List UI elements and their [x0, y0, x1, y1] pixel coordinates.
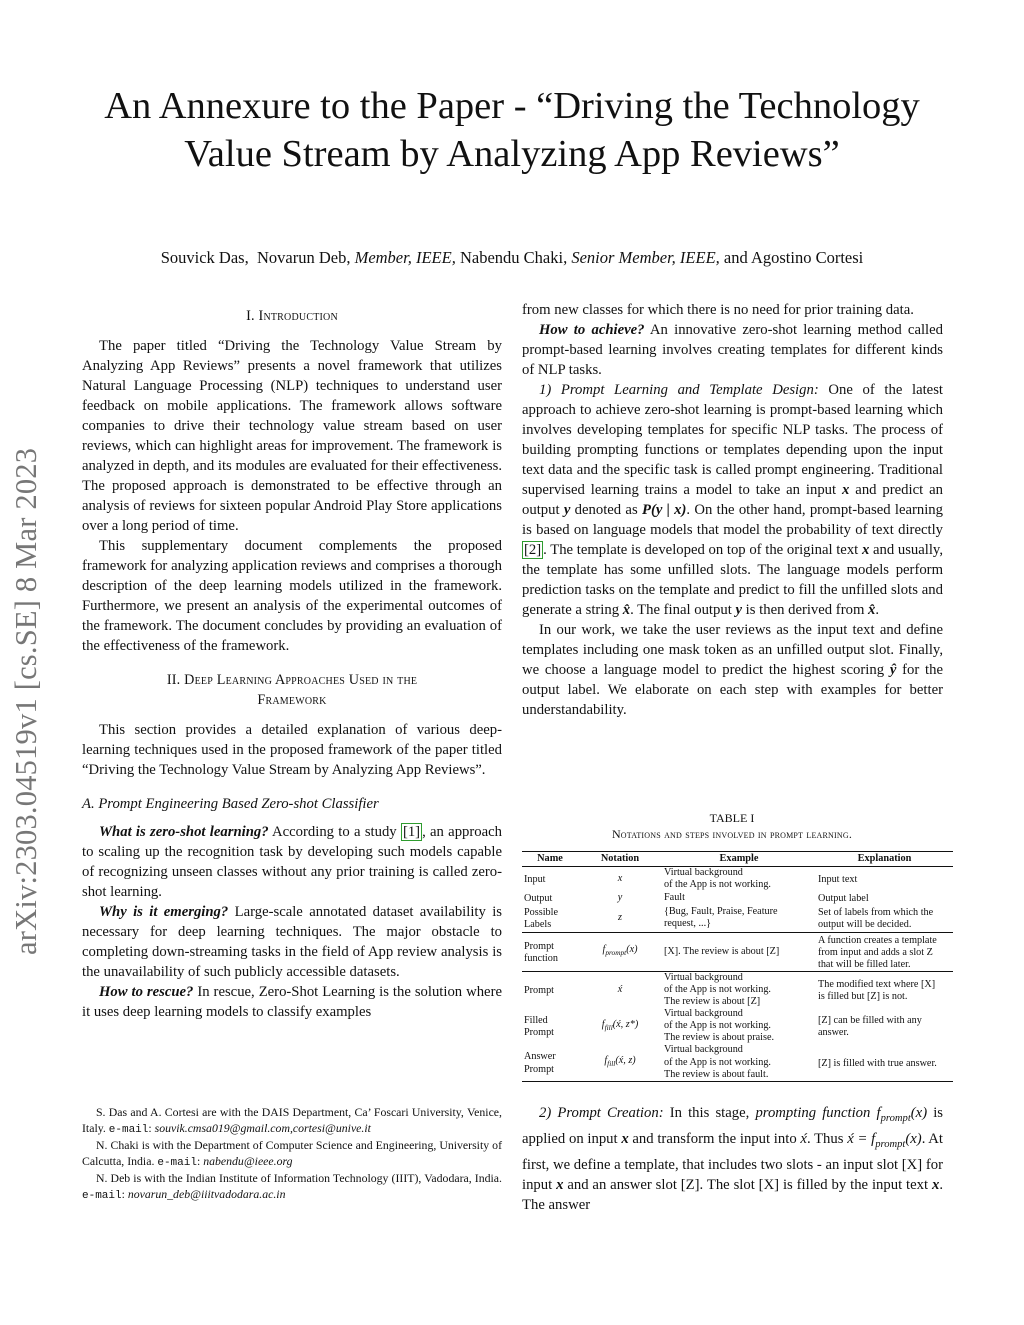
text: , an approach to scaling up the recognition task by developing such models capable of recognizing unseen classes without any prior training is called zero-shot learning. — [82, 824, 503, 900]
cell-notation: $f_{fill}(x́$, z) — [578, 1044, 662, 1081]
cell-example: Virtual background of the App is not working. The review is about fault. — [662, 1044, 816, 1081]
paragraph-how-rescue — [82, 982, 502, 1022]
cell-explanation: Set of labels from which the output will be decided. — [818, 907, 934, 931]
table-row — [522, 905, 953, 932]
section-number: II. — [166, 672, 181, 688]
left-column — [82, 300, 502, 1022]
table-row — [522, 971, 953, 1008]
footnotes — [82, 1105, 502, 1204]
section2-paragraph: This section provides a detailed explanation of various deep-learning techniques used in the proposed framework of the paper titled “Driving the Technology Value Stream by Analyzing App Reviews”. — [82, 722, 502, 778]
table-row — [522, 1044, 953, 1081]
cell-explanation: A function creates a template from input and adds a slot Z that will be filled later. — [816, 932, 953, 971]
author-2: Novarun Deb, — [256, 248, 351, 267]
cell-notation: x́ — [578, 971, 662, 1008]
paragraph-why-emerging — [82, 902, 502, 982]
math-x: x — [931, 1176, 940, 1193]
paragraph-prompt-learning — [522, 380, 943, 620]
math-x: x — [556, 1176, 564, 1193]
paragraph-zero-shot — [82, 822, 502, 902]
question-zero-shot: What is zero-shot learning? — [99, 824, 269, 840]
math-yhat: ŷ — [889, 662, 897, 678]
table-body — [522, 867, 953, 1082]
column-header: Example — [662, 852, 816, 867]
email-address[interactable]: novarun_deb@iiitvadodara.ac.in — [127, 1186, 286, 1201]
cell-notation: $f_{prompt}(x)$ — [578, 932, 662, 971]
author-1: Souvick Das, — [160, 248, 249, 267]
math-y: y — [563, 502, 571, 518]
math-xhat: x̂ — [868, 602, 876, 618]
email-address[interactable]: nabendu@ieee.org — [203, 1153, 293, 1168]
section-heading-deep-learning — [82, 670, 502, 710]
author-2-role: Member, IEEE, — [354, 248, 456, 267]
author-3-role: Senior Member, IEEE, — [571, 248, 720, 267]
right-column — [522, 300, 943, 720]
table-row — [522, 1008, 953, 1044]
footnote-text: S. Das and A. Cortesi are with the DAIS Department, Ca’ Foscari University, Venice, Italy. — [82, 1105, 502, 1135]
footnote-text: N. Chaki is with the Department of Computer Science and Engineering, University of Calcutta, India. — [82, 1138, 502, 1168]
question-how-rescue: How to rescue? — [99, 984, 194, 1000]
term-prompting-function: prompting function — [755, 1105, 871, 1121]
math-x: x — [621, 1130, 629, 1147]
cell-name: Input — [524, 874, 546, 886]
intro-paragraph-2: This supplementary document complements the proposed framework for analyzing application reviews and comprises a thorough description of the deep learning models utilized in the framework. Furthermore, we present an analysis of the experimental outcomes of the framework. The document concludes by providing an evaluation of the effectiveness of the framework. — [82, 538, 502, 654]
email-address[interactable]: souvik.cmsa019@gmail.com,cortesi@unive.it — [154, 1120, 371, 1135]
cell-explanation: Input text — [818, 874, 858, 886]
table-row — [522, 867, 953, 892]
column-header: Name — [522, 852, 578, 867]
arxiv-identifier: arXiv:2303.04519v1 [cs.SE] 8 Mar 2023 — [9, 447, 43, 955]
paragraph-prompt-creation — [522, 1103, 943, 1215]
text: is applied on input — [522, 1105, 944, 1147]
citation-link-2[interactable]: [2] — [524, 542, 542, 558]
footnote-3: N. Deb is with the Indian Institute of Information Technology (IIIT), Vadodara, India. e-mail: novarun_deb@iiitvadodara.ac.in — [82, 1171, 502, 1202]
text: . The answer — [522, 1176, 943, 1213]
math-x: x — [861, 542, 870, 558]
cell-example: Virtual background of the App is not working. The review is about [Z] — [662, 971, 816, 1008]
cell-name: Possible Labels — [524, 907, 558, 931]
table-row — [522, 932, 953, 971]
cell-example: Virtual background of the App is not working. — [664, 867, 771, 891]
column-header: Notation — [578, 852, 662, 867]
cell-example: [X]. The review is about [Z] — [662, 932, 816, 971]
math-x: x — [842, 482, 850, 498]
cell-notation: x — [617, 873, 623, 885]
table-caption — [522, 810, 942, 842]
text: An innovative zero-shot learning method called prompt-based learning involves creating templates for different kinds of NLP tasks. — [522, 322, 943, 378]
paragraph-how-achieve — [522, 320, 943, 380]
text: . Thus — [806, 1130, 848, 1147]
section-title-line-2: Framework — [257, 692, 327, 708]
text: Large-scale annotated dataset availability is necessary for deep learning techniques. The major obstacle to completing down-streaming tasks in the field of App review analysis is the unavailability of such publicly accessible datasets. — [82, 904, 503, 980]
cell-notation: y — [617, 892, 623, 904]
question-why-emerging: Why is it emerging? — [99, 904, 229, 920]
text: In rescue, Zero-Shot Learning is the solution where it uses deep learning models to classify examples — [82, 984, 502, 1020]
table-row — [522, 891, 953, 905]
math-xhat: x̂ — [622, 602, 631, 618]
text: . The template is developed on top of the original text — [543, 542, 862, 558]
cell-explanation: [Z] can be filled with any answer. — [818, 1015, 922, 1039]
citation-link-1[interactable]: [1] — [402, 824, 421, 840]
subsubsection-heading-1: 1) Prompt Learning and Template Design: — [539, 382, 819, 398]
subsection-heading-a: A. Prompt Engineering Based Zero-shot Classifier — [82, 796, 379, 812]
section-title-line-1: Deep Learning Approaches Used in the — [184, 672, 418, 688]
text: One of the latest approach to achieve zero-shot learning is prompt-based learning which involves developing templates for specific NLP tasks. The process of building prompting functions or templates depending upon the input text data and the specific task is called prompt engineering. Traditional supervised learning trains a model to take an input — [522, 382, 943, 498]
text: In our work, we take the user reviews as the input text and define templates including one mask token as an unfilled output slot. Finally, we choose a language model to predict the highest scoring — [522, 622, 943, 678]
text: . On the other hand, prompt-based learning is based on language models that model the probability of text directly — [522, 502, 943, 538]
table-caption-text: Notations and steps involved in prompt learning. — [611, 827, 853, 841]
table-label: TABLE I — [709, 811, 755, 825]
math-equation: x́ = $f_{prompt}(x)$ — [847, 1130, 922, 1150]
notation-table — [522, 851, 953, 1082]
footnote-1: S. Das and A. Cortesi are with the DAIS Department, Ca’ Foscari University, Venice, Italy. e-mail: souvik.cmsa019@gmail.com,cortesi@unive.it — [82, 1105, 502, 1136]
text: for the output label. We elaborate on each step with examples for better understandability. — [522, 662, 943, 718]
text: and predict an output — [522, 482, 943, 518]
math-f-prompt: $f_{prompt}(x)$ — [876, 1105, 928, 1124]
math-xacute: x́ — [800, 1130, 807, 1147]
paper-title: An Annexure to the Paper - “Driving the Technology Value Stream by Analyzing App Reviews” — [104, 85, 920, 175]
cell-example: {Bug, Fault, Praise, Feature request, ...} — [664, 906, 778, 930]
cell-name: Output — [524, 893, 553, 905]
email-label: e-mail — [108, 1123, 149, 1136]
intro-paragraph-1: The paper titled “Driving the Technology Value Stream by Analyzing App Reviews” presents a novel framework that utilizes Natural Language Processing (NLP) techniques to understand user feedback on mobile applications. The framework allows software companies to drive their technology value stream based on user reviews, which can highlight areas for improvement. The framework is analyzed in depth, and its modules are evaluated for their effectiveness. The proposed approach is demonstrated to be effective through an analysis of reviews for sixteen popular Android Play Store applications over a long period of time. — [82, 338, 502, 534]
paragraph-our-work — [522, 620, 943, 720]
email-label: e-mail — [157, 1156, 197, 1169]
cell-explanation: [Z] is filled with true answer. — [816, 1044, 953, 1081]
cell-example: Fault — [664, 892, 685, 904]
author-4: and Agostino Cortesi — [723, 248, 864, 267]
math-pyx: P(y | x) — [641, 502, 687, 518]
section-number: I. — [246, 308, 255, 324]
text: denoted as — [570, 502, 642, 518]
cell-notation: $f_{fill}(x́$, z*) — [601, 1018, 639, 1032]
text: In this stage, — [663, 1105, 756, 1121]
cell-explanation: The modified text where [X] is filled but [Z] is not. — [816, 971, 953, 1008]
footnote-2: N. Chaki is with the Department of Computer Science and Engineering, University of Calcutta, India. e-mail: nabendu@ieee.org — [82, 1138, 502, 1169]
text: and transform the input into — [628, 1130, 801, 1147]
text: and an answer slot [Z]. The slot [X] is filled by the input text — [563, 1176, 932, 1193]
footnote-text: N. Deb is with the Indian Institute of Information Technology (IIIT), Vadodara, India. — [96, 1171, 502, 1185]
cell-name: Filled Prompt — [524, 1015, 555, 1039]
text: According to a study — [268, 824, 401, 840]
cell-name: Prompt function — [522, 932, 578, 971]
section-heading-introduction — [82, 306, 502, 326]
math-y: y — [735, 602, 742, 618]
question-how-achieve: How to achieve? — [539, 322, 645, 338]
cell-example: Virtual background of the App is not working. The review is about praise. — [664, 1008, 775, 1044]
text: . At first, we define a template, that includes two slots - an input slot [X] for input — [522, 1130, 943, 1193]
text: . — [875, 602, 880, 618]
table-header-row — [522, 852, 953, 867]
cell-name: Answer Prompt — [522, 1044, 578, 1081]
email-label: e-mail — [82, 1189, 122, 1202]
paragraph-continuation: from new classes for which there is no need for prior training data. — [522, 302, 914, 318]
author-3: Nabendu Chaki, — [459, 248, 568, 267]
right-column-bottom — [522, 1103, 943, 1215]
text: and usually, the template has some unfilled slots. The language models perform prediction tasks on the template and predict to fill the unfilled slots and generate a string — [522, 542, 943, 618]
author-list — [40, 248, 984, 268]
text: is then derived from — [742, 602, 869, 618]
subsubsection-heading-2: 2) Prompt Creation: — [539, 1105, 664, 1121]
cell-explanation: Output label — [818, 893, 869, 905]
cell-name: Prompt — [522, 971, 578, 1008]
column-header: Explanation — [816, 852, 953, 867]
cell-notation: z — [618, 912, 622, 924]
section-title: Introduction — [258, 308, 338, 324]
text: . The final output — [630, 602, 736, 618]
